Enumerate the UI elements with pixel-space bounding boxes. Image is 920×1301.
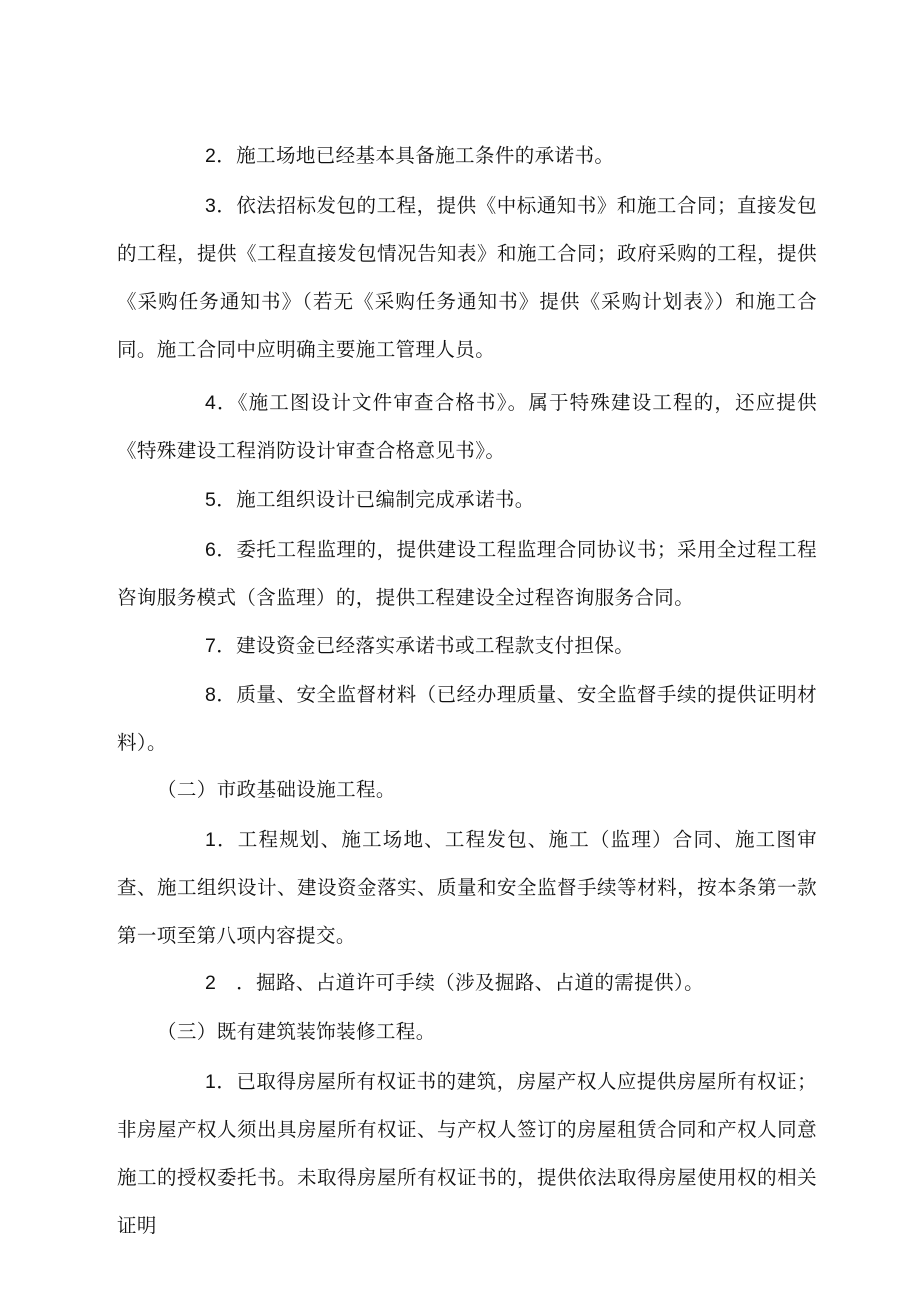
section-heading-text: （三）既有建筑装饰装修工程。 bbox=[157, 1020, 436, 1043]
paragraph-municipal-2 bbox=[117, 959, 817, 1007]
item-text: 施工场地已经基本具备施工条件的承诺书。 bbox=[236, 144, 615, 167]
paragraph-municipal-1 bbox=[117, 816, 817, 960]
item-number: 8 bbox=[205, 684, 217, 706]
item-text: 施工组织设计已编制完成承诺书。 bbox=[236, 488, 535, 511]
item-separator: ． bbox=[216, 971, 257, 994]
item-text: 掘路、占道许可手续（涉及掘路、占道的需提供）。 bbox=[256, 971, 705, 994]
paragraph-item-8 bbox=[117, 671, 817, 767]
item-number: 3 bbox=[205, 195, 217, 217]
item-separator: ． bbox=[216, 828, 238, 851]
item-text: 建设资金已经落实承诺书或工程款支付担保。 bbox=[236, 634, 635, 657]
item-text: 质量、安全监督材料（已经办理质量、安全监督手续的提供证明材料）。 bbox=[117, 683, 817, 754]
item-number: 7 bbox=[205, 635, 217, 657]
paragraph-decoration-1 bbox=[117, 1058, 817, 1250]
section-heading-text: （二）市政基础设施工程。 bbox=[157, 778, 396, 801]
item-number: 6 bbox=[205, 539, 217, 561]
item-number: 1 bbox=[205, 829, 217, 851]
item-text: 依法招标发包的工程，提供《中标通知书》和施工合同；直接发包的工程，提供《工程直接发包情况告知表》和施工合同；政府采购的工程，提供《采购任务通知书》（若无《采购任务通知书》提供《采购计划表》）和施工合同。施工合同中应明确主要施工管理人员。 bbox=[117, 194, 817, 361]
section-heading-municipal bbox=[117, 766, 817, 814]
item-text: 已取得房屋所有权证书的建筑，房屋产权人应提供房屋所有权证；非房屋产权人须出具房屋所有权证、与产权人签订的房屋租赁合同和产权人同意施工的授权委托书。未取得房屋所有权证书的，提供依法取得房屋使用权的相关证明 bbox=[117, 1070, 817, 1237]
item-separator: ． bbox=[216, 683, 237, 706]
paragraph-item-2 bbox=[117, 132, 817, 180]
paragraph-item-6 bbox=[117, 526, 817, 622]
item-separator: ． bbox=[216, 194, 237, 217]
item-separator: ． bbox=[216, 144, 237, 167]
item-number: 2 bbox=[205, 972, 217, 994]
section-heading-decoration bbox=[117, 1008, 817, 1056]
paragraph-item-3 bbox=[117, 182, 817, 374]
item-text: 《施工图设计文件审查合格书》。属于特殊建设工程的，还应提供《特殊建设工程消防设计审查合格意见书》。 bbox=[117, 391, 817, 462]
item-number: 2 bbox=[205, 145, 217, 167]
item-number: 1 bbox=[205, 1071, 217, 1093]
item-separator: ． bbox=[216, 1070, 237, 1093]
item-number: 5 bbox=[205, 489, 217, 511]
paragraph-item-7 bbox=[117, 622, 817, 670]
item-separator: ． bbox=[216, 391, 238, 414]
paragraph-item-4 bbox=[117, 379, 817, 475]
paragraph-item-5 bbox=[117, 476, 817, 524]
item-separator: ． bbox=[216, 538, 237, 561]
item-text: 工程规划、施工场地、工程发包、施工（监理）合同、施工图审查、施工组织设计、建设资金落实、质量和安全监督手续等材料，按本条第一款第一项至第八项内容提交。 bbox=[117, 828, 817, 947]
item-text: 委托工程监理的，提供建设工程监理合同协议书；采用全过程工程咨询服务模式（含监理）的，提供工程建设全过程咨询服务合同。 bbox=[117, 538, 817, 609]
item-separator: ． bbox=[216, 488, 237, 511]
item-separator: ． bbox=[216, 634, 237, 657]
item-number: 4 bbox=[205, 392, 217, 414]
